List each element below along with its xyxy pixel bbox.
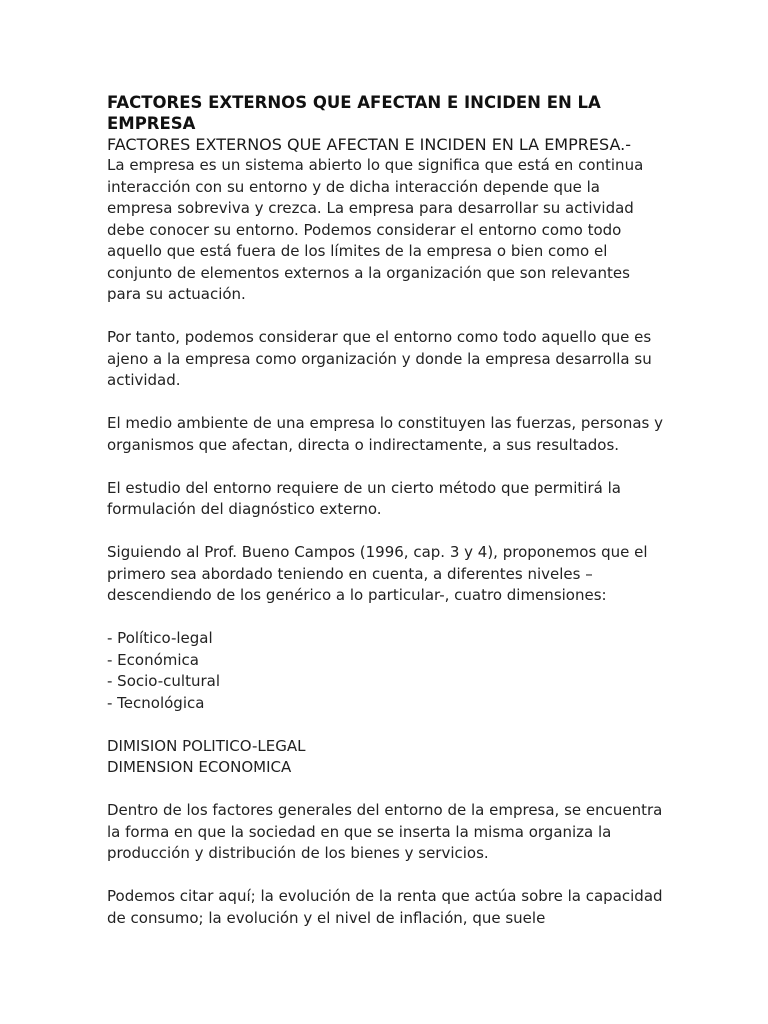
paragraph-factores-generales: Dentro de los factores generales del entorno de la empresa, se encuentra la forma en que la sociedad en que se inserta la misma organiza la producción y distribución de los bienes y servicios. [107,801,663,862]
paragraph-intro: La empresa es un sistema abierto lo que significa que está en continua interacción con su entorno y de dicha interacción depende que la empresa sobreviva y crezca. La empresa para desarrollar su actividad debe conocer su entorno. Podemos considerar el entorno como todo aquello que está fuera de los límites de la empresa o bien como el conjunto de elementos externos a la organización que son relevantes para su actuación. [107,156,644,303]
paragraph-renta: Podemos citar aquí; la evolución de la renta que actúa sobre la capacidad de consumo; la evolución y el nivel de inflación, que suele [107,887,663,927]
document-page [107,92,667,951]
heading-economica: DIMENSION ECONOMICA [107,758,292,776]
paragraph-entorno: Por tanto, podemos considerar que el entorno como todo aquello que es ajeno a la empresa como organización y donde la empresa desarrolla su actividad. [107,328,652,389]
paragraph-medio-ambiente: El medio ambiente de una empresa lo constituyen las fuerzas, personas y organismos que afectan, directa o indirectamente, a sus resultados. [107,414,663,454]
paragraph-estudio: El estudio del entorno requiere de un cierto método que permitirá la formulación del diagnóstico externo. [107,478,621,518]
list-item: - Económica [107,650,199,669]
document-subtitle: FACTORES EXTERNOS QUE AFECTAN E INCIDEN EN LA EMPRESA.- [107,135,631,154]
section-headings [107,736,667,779]
list-item: - Socio-cultural [107,672,220,690]
list-item: - Tecnológica [107,693,205,712]
paragraph-bueno-campos: Siguiendo al Prof. Bueno Campos (1996, cap. 3 y 4), proponemos que el primero sea abordado teniendo en cuenta, a diferentes niveles –descendiendo de los genérico a lo particular-, cuatro dimensiones: [107,543,648,604]
list-item: - Político-legal [107,629,213,647]
heading-politico-legal: DIMISION POLITICO-LEGAL [107,736,306,755]
document-title: FACTORES EXTERNOS QUE AFECTAN E INCIDEN EN LA EMPRESA [107,93,601,133]
dimensions-list [107,628,667,714]
